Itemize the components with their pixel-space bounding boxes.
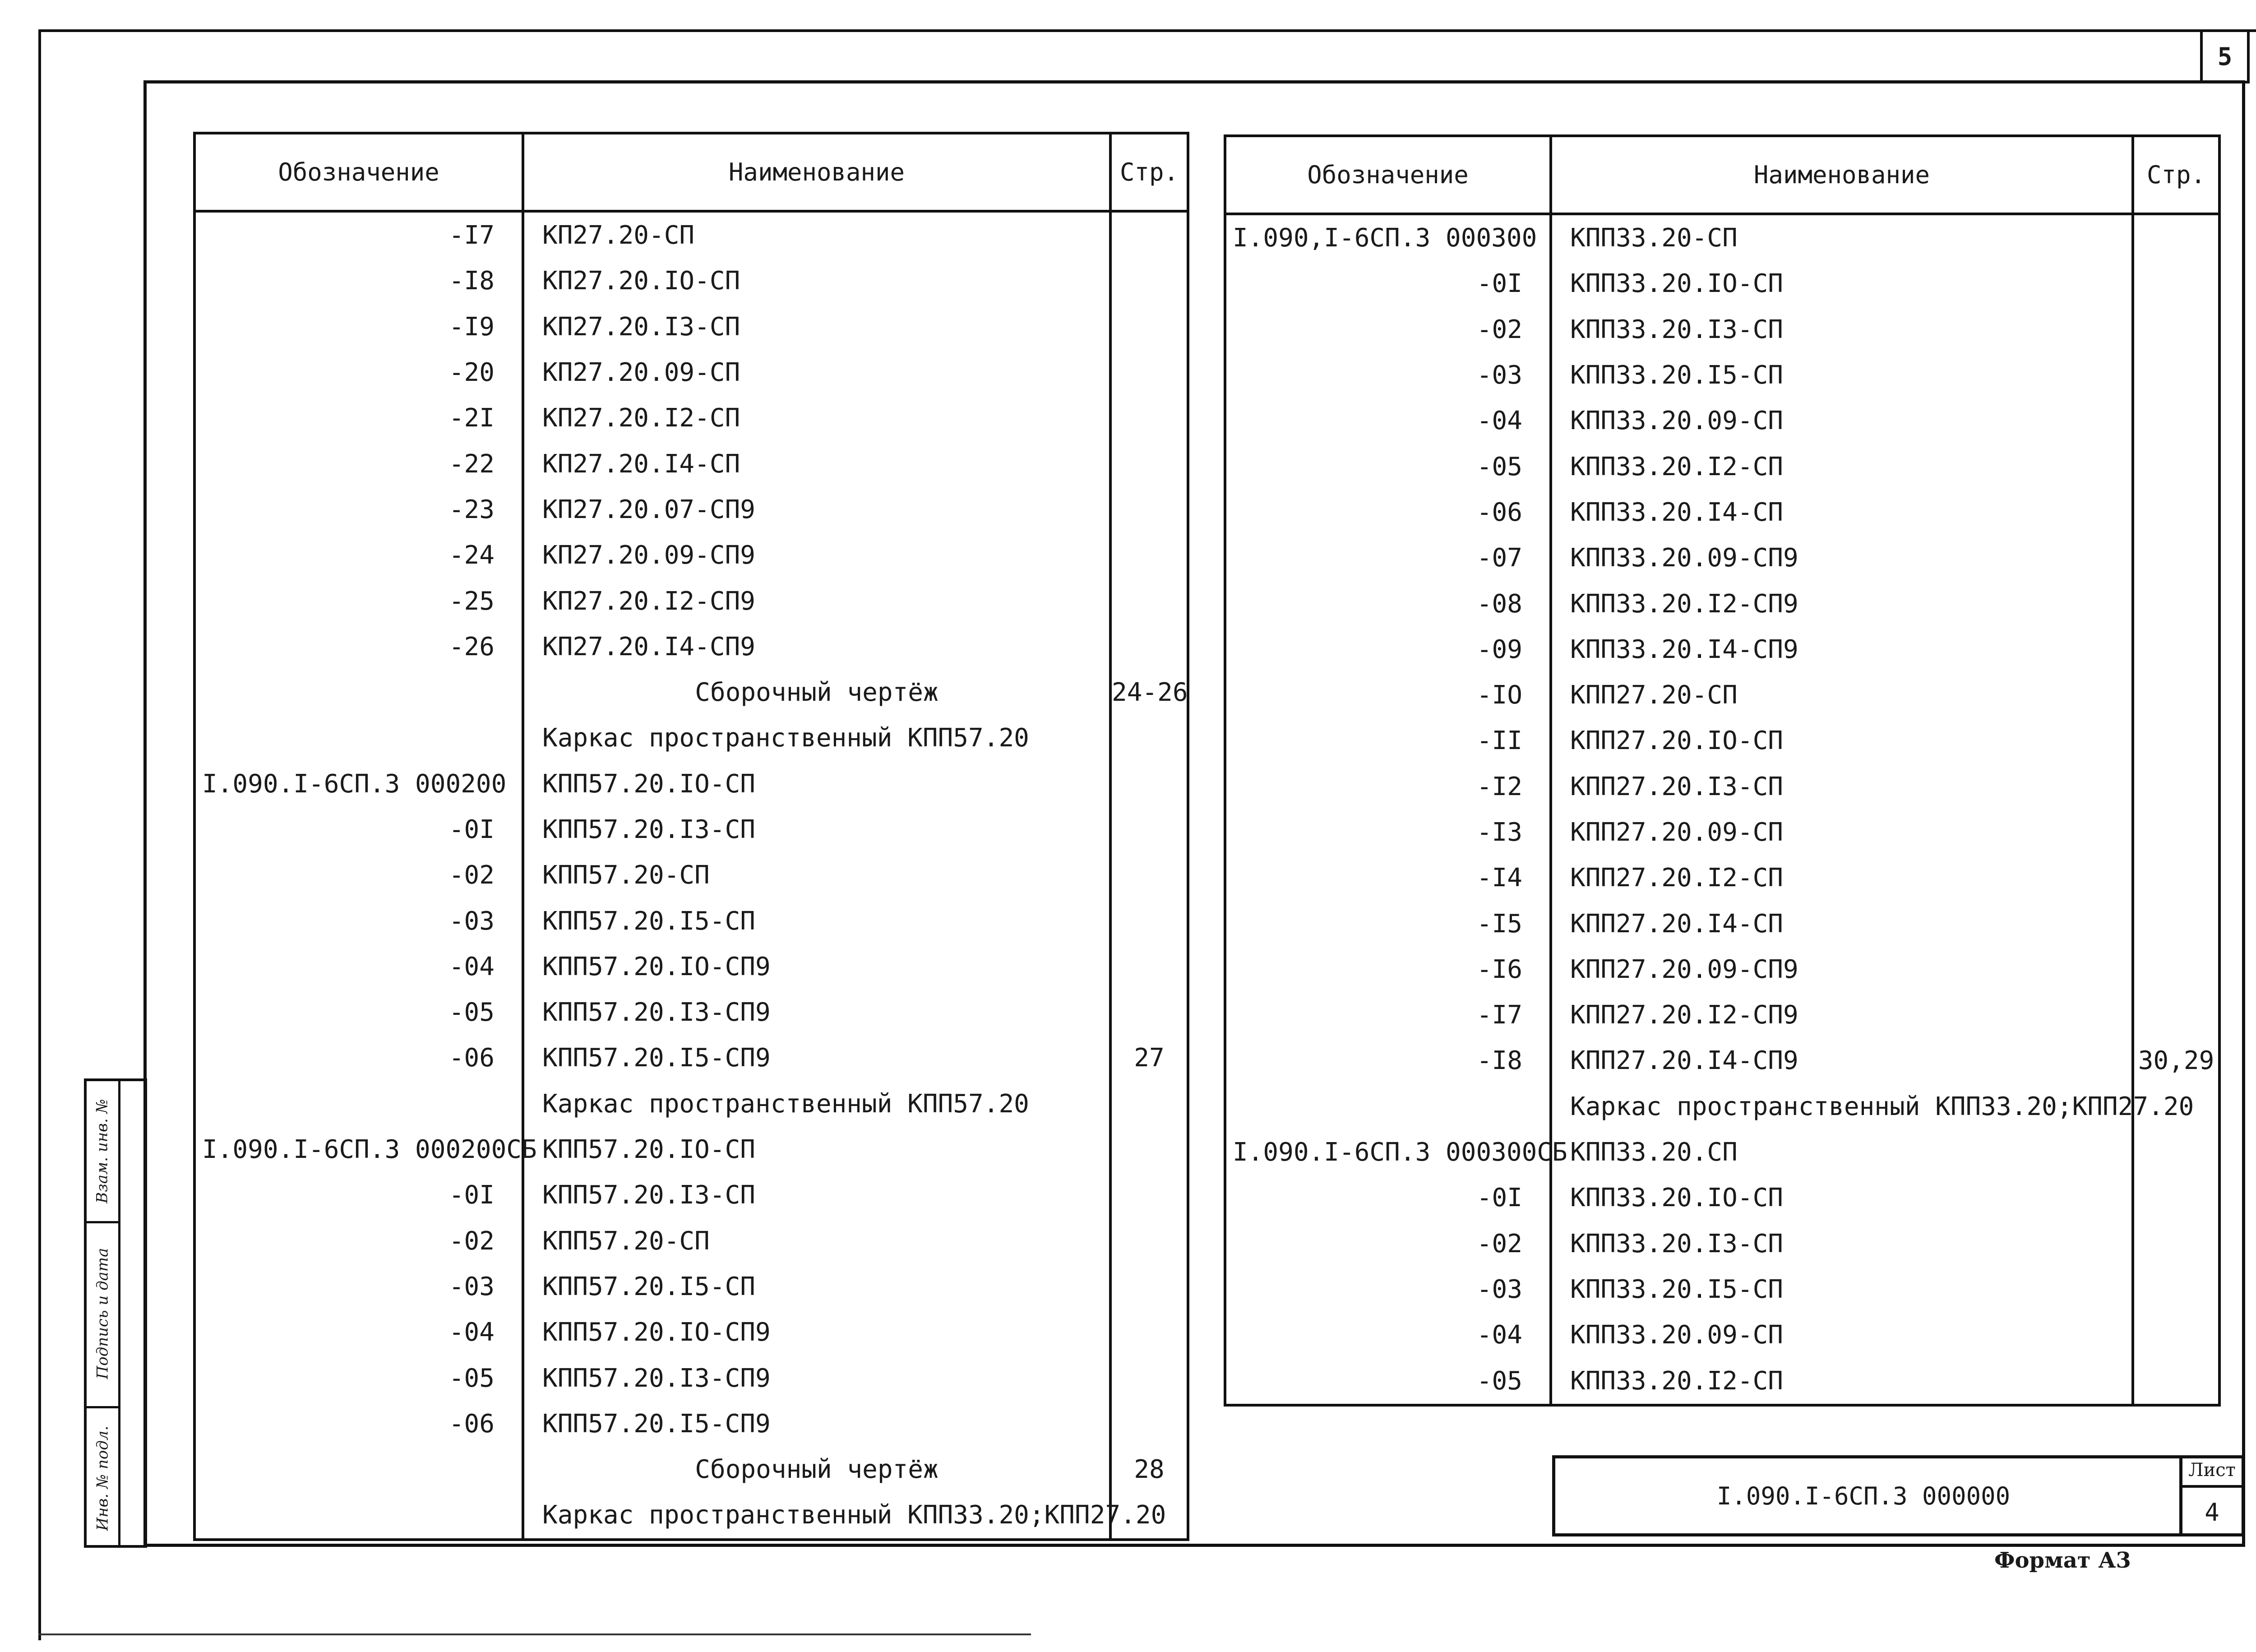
outer-border-bottom [38, 1633, 1031, 1635]
name-cell: КПП33.20.IO-СП [1551, 261, 2133, 306]
name-cell: КПП27.20-СП [1551, 672, 2133, 718]
name-cell: КПП27.20.09-СП9 [1551, 947, 2133, 992]
page-cell [1110, 1081, 1188, 1127]
table-row [1225, 855, 2219, 901]
table-row [194, 532, 1188, 578]
name-cell: КП27.20.IO-СП [523, 258, 1110, 304]
table-row [194, 1035, 1188, 1081]
name-cell: КПП27.20.I4-СП9 [1551, 1038, 2133, 1083]
page-cell [2133, 855, 2219, 901]
name-cell: КП27.20.I4-СП9 [523, 624, 1110, 670]
page-cell [1110, 532, 1188, 578]
name-cell: КПП57.20.IO-СП9 [523, 1310, 1110, 1355]
designation-cell: -I8 [194, 258, 523, 304]
table-row [194, 211, 1188, 258]
table-row [194, 944, 1188, 990]
name-cell: КПП33.20.I4-СП [1551, 490, 2133, 535]
page-cell [2133, 1358, 2219, 1405]
name-cell: КПП33.20.I2-СП9 [1551, 581, 2133, 626]
designation-cell: -03 [1225, 1267, 1551, 1312]
name-cell: КПП33.20.I5-СП [1551, 352, 2133, 398]
page-header: Стр. [1110, 133, 1188, 211]
designation-cell: -I7 [194, 211, 523, 258]
designation-cell: -05 [1225, 444, 1551, 489]
table-row [1225, 627, 2219, 672]
designation-cell: -03 [1225, 352, 1551, 398]
page-cell [2133, 581, 2219, 626]
page-cell [1110, 990, 1188, 1035]
name-cell: КПП27.20.I2-СП [1551, 855, 2133, 901]
designation-cell: -0I [194, 807, 523, 852]
designation-cell: -II [1225, 718, 1551, 764]
table-row [194, 670, 1188, 715]
table-row [1225, 947, 2219, 992]
designation-cell: -0I [1225, 261, 1551, 306]
designation-cell: -26 [194, 624, 523, 670]
name-cell: КП27.20.I3-СП [523, 304, 1110, 350]
designation-cell: -07 [1225, 535, 1551, 581]
table-row [1225, 1358, 2219, 1405]
document-code: I.090.I-6СП.3 000000 [1716, 1481, 2011, 1510]
table-row [1225, 1084, 2219, 1129]
name-cell: КП27.20.07-СП9 [523, 487, 1110, 532]
designation-cell: -03 [194, 898, 523, 944]
name-cell: Сборочный чертёж [523, 1447, 1110, 1492]
page-cell [1110, 487, 1188, 532]
page-cell [2133, 261, 2219, 306]
designation-cell: -23 [194, 487, 523, 532]
table-row [194, 1218, 1188, 1264]
table-row [1225, 672, 2219, 718]
designation-cell: -04 [1225, 1312, 1551, 1358]
name-cell: КП27.20.09-СП [523, 350, 1110, 395]
designation-cell: -06 [194, 1401, 523, 1447]
table-row [1225, 1129, 2219, 1175]
page-cell [1110, 350, 1188, 395]
table-row [194, 578, 1188, 624]
name-cell: КПП33.20.I2-СП [1551, 444, 2133, 489]
page-cell [1110, 1264, 1188, 1310]
page-cell [1110, 807, 1188, 852]
name-cell: Каркас пространственный КПП33.20;КПП27.20 [523, 1492, 1110, 1539]
page-cell [2133, 444, 2219, 489]
page-cell [2133, 672, 2219, 718]
designation-cell: I.090,I-6СП.3 000300 [1225, 214, 1551, 261]
page-cell [1110, 1218, 1188, 1264]
designation-cell: -04 [194, 944, 523, 990]
page-cell [1110, 1127, 1188, 1172]
page-cell [2133, 398, 2219, 444]
page-cell [2133, 1175, 2219, 1221]
table-row [1225, 810, 2219, 855]
name-cell: КПП57.20.I3-СП [523, 807, 1110, 852]
table-row [194, 1127, 1188, 1172]
name-cell: КПП57.20.IO-СП [523, 1127, 1110, 1172]
signature-date-label: Подпись и дата [93, 1248, 112, 1379]
table-row [1225, 992, 2219, 1038]
name-cell: КПП57.20.I3-СП [523, 1172, 1110, 1218]
page-header: Стр. [2133, 136, 2219, 214]
page-cell [2133, 1129, 2219, 1175]
name-cell: КПП33.20.I5-СП [1551, 1267, 2133, 1312]
designation-cell: -I7 [1225, 992, 1551, 1038]
designation-cell: -0I [194, 1172, 523, 1218]
page-cell: 28 [1110, 1447, 1188, 1492]
page-cell [1110, 258, 1188, 304]
table-row [194, 715, 1188, 761]
table-row [194, 441, 1188, 486]
name-cell: КПП27.20.I2-СП9 [1551, 992, 2133, 1038]
designation-cell: -06 [1225, 490, 1551, 535]
table-row [1225, 581, 2219, 626]
designation-cell: -04 [1225, 398, 1551, 444]
table-row [194, 761, 1188, 807]
designation-cell [194, 670, 523, 715]
designation-cell: -05 [194, 990, 523, 1035]
page-cell [1110, 1172, 1188, 1218]
table-row [194, 807, 1188, 852]
designation-cell [1225, 1084, 1551, 1129]
name-cell: КП27.20.I2-СП9 [523, 578, 1110, 624]
name-cell: КПП57.20.I3-СП9 [523, 1355, 1110, 1401]
table-row [194, 1172, 1188, 1218]
table-row [194, 1355, 1188, 1401]
table-row [1225, 1312, 2219, 1358]
name-cell: КПП57.20.I5-СП9 [523, 1035, 1110, 1081]
designation-cell: -22 [194, 441, 523, 486]
binding-sidebar [84, 1078, 147, 1548]
table-row [194, 395, 1188, 441]
page-cell [2133, 718, 2219, 764]
designation-header: Обозначение [194, 133, 523, 211]
page-cell [1110, 624, 1188, 670]
name-cell: КПП33.20.09-СП [1551, 1312, 2133, 1358]
name-cell: КПП57.20-СП [523, 852, 1110, 898]
designation-cell: I.090.I-6СП.3 000200 [194, 761, 523, 807]
designation-cell: -IO [1225, 672, 1551, 718]
name-header: Наименование [1551, 136, 2133, 214]
page-cell [1110, 395, 1188, 441]
designation-cell: -I5 [1225, 901, 1551, 946]
table-row [194, 852, 1188, 898]
table-row [1225, 901, 2219, 946]
table-row [1225, 490, 2219, 535]
table-row [1225, 1175, 2219, 1221]
name-cell: КПП33.20.I3-СП [1551, 307, 2133, 352]
page-cell [1110, 1310, 1188, 1355]
designation-cell: -05 [1225, 1358, 1551, 1405]
page-cell [2133, 214, 2219, 261]
name-cell: КПП27.20.I4-СП [1551, 901, 2133, 946]
name-cell: Сборочный чертёж [523, 670, 1110, 715]
page-cell: 24-26 [1110, 670, 1188, 715]
designation-cell: -0I [1225, 1175, 1551, 1221]
page-cell [1110, 715, 1188, 761]
right-spec-table [1224, 134, 2221, 1407]
sheet-label: Лист [2179, 1455, 2245, 1488]
format-label: Формат А3 [1994, 1548, 2131, 1573]
designation-cell: -04 [194, 1310, 523, 1355]
name-cell: КПП33.20.I3-СП [1551, 1221, 2133, 1267]
table-row [194, 1310, 1188, 1355]
designation-cell: -02 [194, 1218, 523, 1264]
table-row [1225, 535, 2219, 581]
page-cell [1110, 211, 1188, 258]
name-cell: КП27.20.I2-СП [523, 395, 1110, 441]
page-cell [2133, 307, 2219, 352]
table-row [1225, 764, 2219, 810]
page-cell [2133, 810, 2219, 855]
page-cell [1110, 761, 1188, 807]
designation-cell: -03 [194, 1264, 523, 1310]
designation-cell: -05 [194, 1355, 523, 1401]
table-row [1225, 307, 2219, 352]
page-number: 5 [2200, 29, 2250, 83]
page-cell [2133, 352, 2219, 398]
name-cell: КПП27.20.I3-СП [1551, 764, 2133, 810]
name-cell: КП27.20.I4-СП [523, 441, 1110, 486]
designation-cell: -09 [1225, 627, 1551, 672]
designation-cell: -08 [1225, 581, 1551, 626]
name-cell: КПП57.20.IO-СП [523, 761, 1110, 807]
page-cell [2133, 535, 2219, 581]
page-cell [1110, 304, 1188, 350]
designation-cell [194, 1492, 523, 1539]
name-cell: КПП27.20.09-СП [1551, 810, 2133, 855]
replaces-inv-label: Взам. инв. № [93, 1099, 112, 1203]
page-cell [1110, 852, 1188, 898]
page-cell: 27 [1110, 1035, 1188, 1081]
designation-cell [194, 1447, 523, 1492]
name-cell: КПП33.20.I2-СП [1551, 1358, 2133, 1405]
page-cell [2133, 1221, 2219, 1267]
name-cell: КПП33.20.09-СП [1551, 398, 2133, 444]
name-cell: КП27.20-СП [523, 211, 1110, 258]
designation-cell: -I2 [1225, 764, 1551, 810]
name-cell: Каркас пространственный КПП33.20;КПП27.20 [1551, 1084, 2133, 1129]
name-cell: КПП33.20.IO-СП [1551, 1175, 2133, 1221]
designation-cell: -I6 [1225, 947, 1551, 992]
designation-cell: -24 [194, 532, 523, 578]
sidebar-column-divider [118, 1081, 120, 1545]
table-row [194, 1401, 1188, 1447]
name-cell: КПП57.20-СП [523, 1218, 1110, 1264]
table-row [194, 624, 1188, 670]
page-cell [1110, 1401, 1188, 1447]
page-cell [1110, 898, 1188, 944]
page-cell [1110, 1355, 1188, 1401]
left-spec-table [193, 132, 1189, 1541]
table-row [1225, 1038, 2219, 1083]
name-cell: КПП57.20.I5-СП [523, 898, 1110, 944]
designation-cell: -06 [194, 1035, 523, 1081]
name-cell: КПП27.20.IO-СП [1551, 718, 2133, 764]
designation-cell: I.090.I-6СП.3 000300СБ [1225, 1129, 1551, 1175]
designation-header: Обозначение [1225, 136, 1551, 214]
table-row [1225, 718, 2219, 764]
name-cell: КПП33.20.09-СП9 [1551, 535, 2133, 581]
table-row [194, 304, 1188, 350]
designation-cell: -25 [194, 578, 523, 624]
header-row [194, 133, 1188, 211]
name-cell: КПП57.20.I5-СП [523, 1264, 1110, 1310]
page-cell [2133, 1312, 2219, 1358]
name-cell: КП27.20.09-СП9 [523, 532, 1110, 578]
designation-cell: -02 [1225, 307, 1551, 352]
page-cell [2133, 947, 2219, 992]
page-cell [2133, 1267, 2219, 1312]
designation-cell: -20 [194, 350, 523, 395]
table-row [1225, 214, 2219, 261]
table-row [194, 990, 1188, 1035]
name-cell: КПП57.20.I5-СП9 [523, 1401, 1110, 1447]
designation-cell [194, 1081, 523, 1127]
page-cell [1110, 944, 1188, 990]
designation-cell: -02 [194, 852, 523, 898]
page-cell [1110, 441, 1188, 486]
name-cell: КПП33.20-СП [1551, 214, 2133, 261]
table-row [194, 1492, 1188, 1539]
designation-cell: I.090.I-6СП.3 000200СБ [194, 1127, 523, 1172]
table-row [194, 350, 1188, 395]
name-cell: КПП57.20.IO-СП9 [523, 944, 1110, 990]
table-row [1225, 444, 2219, 489]
table-row [194, 1447, 1188, 1492]
name-header: Наименование [523, 133, 1110, 211]
name-cell: Каркас пространственный КПП57.20 [523, 1081, 1110, 1127]
page-cell [2133, 992, 2219, 1038]
page-cell [2133, 490, 2219, 535]
designation-cell: -I8 [1225, 1038, 1551, 1083]
name-cell: КПП33.20.I4-СП9 [1551, 627, 2133, 672]
designation-cell: -I9 [194, 304, 523, 350]
name-cell: КПП33.20.СП [1551, 1129, 2133, 1175]
name-cell: Каркас пространственный КПП57.20 [523, 715, 1110, 761]
table-row [1225, 398, 2219, 444]
name-cell: КПП57.20.I3-СП9 [523, 990, 1110, 1035]
sheet-number: 4 [2205, 1498, 2219, 1527]
page-cell [1110, 578, 1188, 624]
designation-cell: -02 [1225, 1221, 1551, 1267]
page-cell [2133, 627, 2219, 672]
page-cell [2133, 764, 2219, 810]
header-row [1225, 136, 2219, 214]
page-cell: 30,29 [2133, 1038, 2219, 1083]
designation-cell: -I3 [1225, 810, 1551, 855]
table-row [1225, 1221, 2219, 1267]
table-row [1225, 261, 2219, 306]
table-row [194, 487, 1188, 532]
table-row [1225, 352, 2219, 398]
table-row [194, 898, 1188, 944]
table-row [194, 1081, 1188, 1127]
designation-cell [194, 715, 523, 761]
table-row [194, 258, 1188, 304]
page-cell [2133, 901, 2219, 946]
table-row [1225, 1267, 2219, 1312]
inv-no-original-label: Инв. № подл. [93, 1425, 111, 1531]
designation-cell: -I4 [1225, 855, 1551, 901]
designation-cell: -2I [194, 395, 523, 441]
table-row [194, 1264, 1188, 1310]
